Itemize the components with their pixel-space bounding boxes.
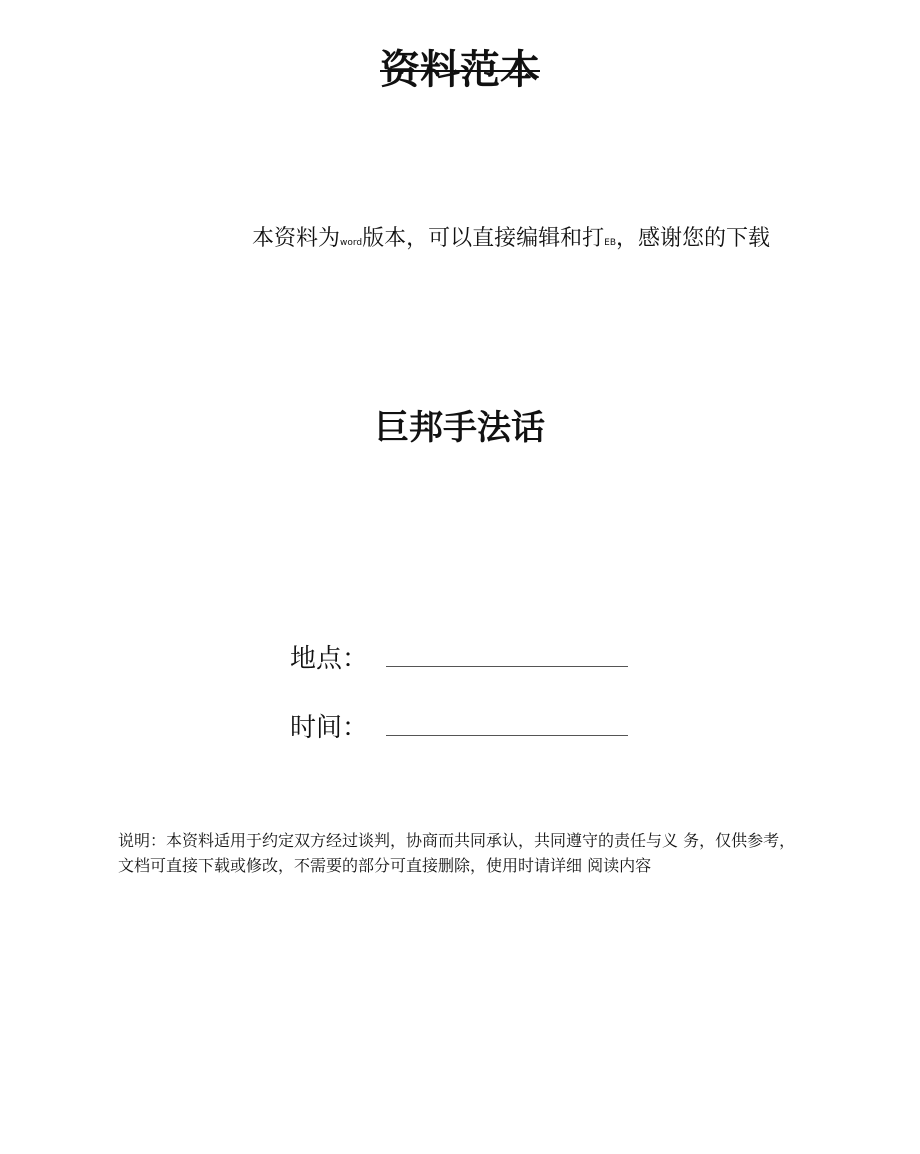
location-blank-line [386,640,628,667]
time-field [290,709,628,746]
intro-text-after: ，感谢您的下载 [616,226,771,251]
intro-text-middle: 版本，可以直接编辑和打 [362,226,605,251]
document-title: 巨邦手法话 [375,408,545,448]
intro-text-before: 本资料为 [252,226,341,251]
location-label: 地点： [290,644,369,674]
intro-eb-small: EB [604,238,617,248]
note-paragraph: 说明：本资料适用于约定双方经过谈判，协商而共同承认，共同遵守的责任与义 务，仅供参考，文档可直接下载或修改，不需要的部分可直接删除，使用时请详细 阅读内容 [118,831,796,875]
time-label: 时间： [290,713,369,743]
page-title [0,42,920,98]
intro-word-small: word [340,238,363,248]
time-blank-line [386,709,628,736]
title-text: 资料范本 [380,46,540,93]
location-field [290,640,628,677]
intro-line [252,222,770,260]
